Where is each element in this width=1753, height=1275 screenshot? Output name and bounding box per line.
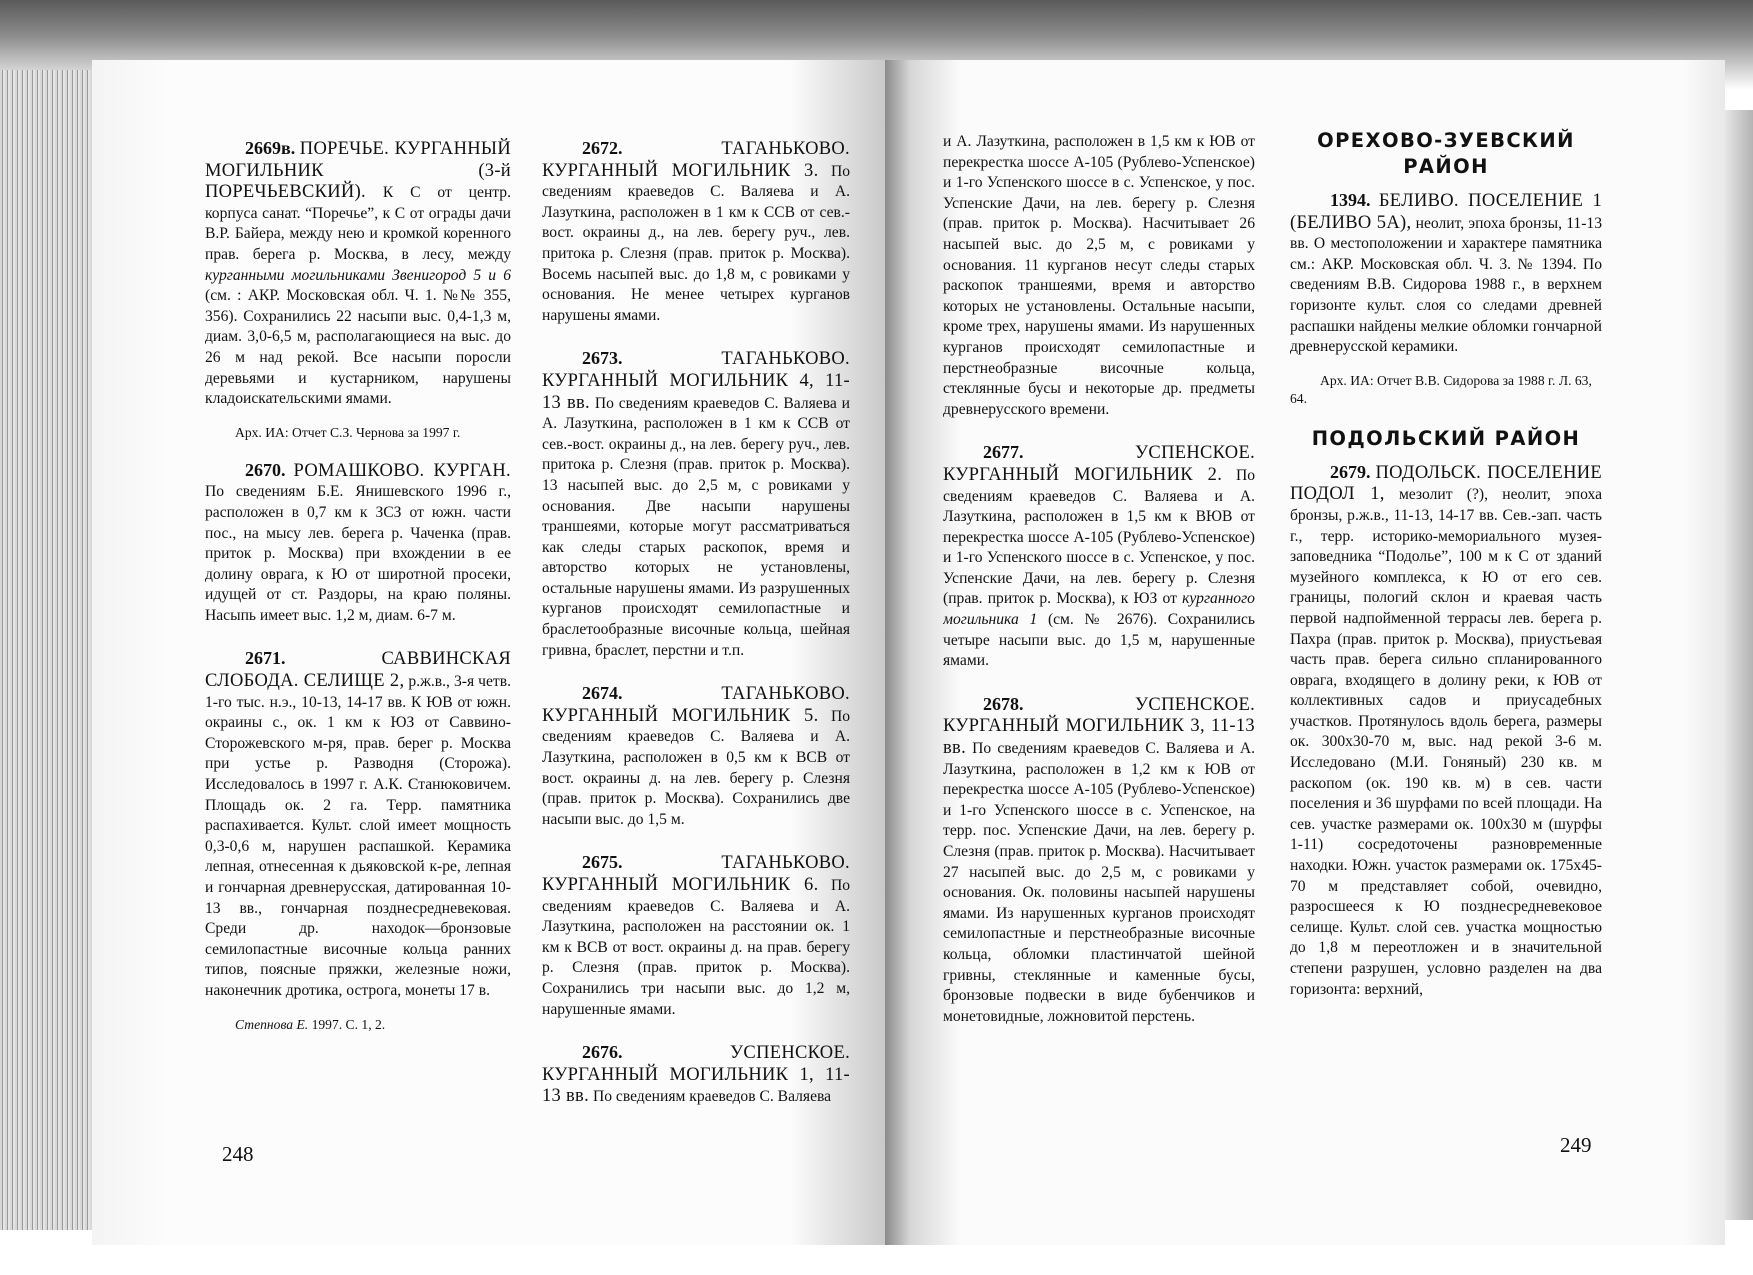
entry-italic-ref: курганного могильника 1 (943, 590, 1255, 629)
entry-2673 (542, 348, 850, 661)
entry-title: УСПЕНСКОЕ. КУРГАННЫЙ МОГИЛЬНИК 1, 11-13 вв. (542, 1043, 850, 1107)
page-number-left: 248 (222, 1142, 254, 1166)
entry-2677 (943, 442, 1255, 672)
entry-2676 (542, 1042, 850, 1108)
entry-2672 (542, 138, 850, 326)
entry-text: По сведениям краеведов С. Валяева (592, 1088, 832, 1106)
page-number-right: 249 (1560, 1133, 1592, 1157)
entry-2669v (205, 138, 511, 410)
entry-number: 2679. (1330, 461, 1371, 482)
entry-number: 2669в. (245, 138, 296, 158)
entry-title: САВВИНСКАЯ СЛОБОДА. СЕЛИЩЕ 2, (205, 649, 511, 692)
entry-italic-ref: курганными могильниками Звенигород 5 и 6 (205, 266, 511, 284)
entry-text: По сведениям краеведов С. Валяева и А. Лазуткина, расположен в 0,5 км к ВСВ от вост. окраины д. на лев. берегу р. Слезня (прав. приток р. Москва). Сохранились две насыпи выс. до 1,5 м. (542, 707, 850, 828)
entry-title: ПОДОЛЬСК. ПОСЕЛЕНИЕ ПОДОЛ 1, (1290, 462, 1602, 505)
entry-title: РОМАШКОВО. КУРГАН. (293, 460, 511, 481)
entry-number: 1394. (1330, 190, 1371, 210)
entry-text: По сведениям краеведов С. Валяева и А. Лазуткина, расположен в 1,2 км к ЮВ от перекрестка шоссе А-105 (Рублево-Успенское) и 1-го Успенского шоссе в с. Успенское, на терр. пос. Успенские Дачи, на лев. берегу р. Слезня (прав. приток р. Москва). Насчитывает 27 насыпей выс. до 2,5 м, с ровиками у основания. Ок. половины насыпей нарушены ямами. Из нарушенных курганов происходят семилопастные и перстнеобразные височные кольца, обломки пластинчатой шейной гривны, стеклянные и каменные бусы, бронзовые подвески в виде бубенчиков и монетовидные, ложновитой перстень. (943, 740, 1255, 1025)
entry-2678 (943, 694, 1255, 1028)
entry-text: По сведениям краеведов С. Валяева и А. Лазуткина, расположен в 1 км к ССВ от сев.-вост. окраины д., на лев. берегу руч., лев. притока р. Слезня (прав. приток р. Москва). 13 насыпей выс. до 2,5 м, с ровиками у основания. Две насыпи нарушены траншеями, которые могут рассматриваться как следы старых раскопок, время и авторство которых не установлены, остальные нарушены ямами. Из разрушенных курганов происходят семилопастные и браслетообразные височные кольца, шейная гривна, браслет, перстни и т.п. (542, 394, 850, 659)
entry-2679 (1290, 462, 1602, 1000)
entry-text: (см. № 2676). Сохранились четыре насыпи выс. до 1,5 м, нарушенные ямами. (943, 611, 1255, 670)
entry-source: Арх. ИА: Отчет С.З. Чернова за 1997 г. (235, 424, 461, 440)
entry-text: По сведениям краеведов С. Валяева и А. Лазуткина, расположен в 1,5 км к ВЮВ от перекрестка шоссе А-105 (Рублево-Успенское) и 1-го Успенского шоссе в с. Успенское, у пос. Успенские Дачи, на лев. берегу р. Слезня (прав. приток р. Москва), к ЮЗ от (943, 466, 1255, 608)
right-page-edge (1725, 110, 1753, 1220)
column-4 (1290, 128, 1602, 1118)
column-1 (205, 138, 511, 1113)
entry-number: 2674. (582, 683, 623, 704)
entry-text: По сведениям краеведов С. Валяева и А. Лазуткина, расположен на расстоянии ок. 1 км к ВСВ от вост. окраины д. на прав. берегу р. Слезня (прав. приток р. Москва). Сохранились три насыпи выс. до 1,2 м, нарушенные ямами. (542, 877, 850, 1018)
entry-text: неолит, эпоха бронзы, 11-13 вв. О местоположении и характере памятника см.: АКР. Московская обл. Ч. 3. № 1394. По сведениям В.В. Сидорова 1988 г., в верхнем горизонте культ. слоя со следами древней распашки найдены мелкие обломки гончарной древнерусской керамики. (1290, 214, 1602, 356)
entry-text: (см. : АКР. Московская обл. Ч. 1. №№ 355, 356). Сохранились 22 насыпи выс. 0,4-1,3 м, диам. 3,0-6,5 м, располагающиеся на выс. до 26 м над рекой. Все насыпи поросли деревьями и кустарником, нарушены кладоискательскими ямами. (205, 287, 511, 408)
entry-text: р.ж.в., 3-я четв. 1-го тыс. н.э., 10-13, 14-17 вв. К ЮВ от южн. окраины с., ок. 1 км к ЮЗ от Саввино-Сторожевского м-ря, прав. берег р. Москва при устье р. Разводня (Сторожа). Исследовалось в 1997 г. А.К. Станюковичем. Площадь ок. 2 га. Терр. памятника распахивается. Культ. слой имеет мощность 0,3-0,6 м, нарушен распашкой. Керамика лепная, отнесенная к дьяковской к-ре, лепная и гончарная древнерусская, датированная 10-13 вв., гончарная позднесредневековая. Среди др. находок—бронзовые семилопастные височные кольца ранних типов, поясные пряжки, железные ножи, наконечник дротика, острога, монеты 17 в. (205, 673, 511, 999)
district-heading: ОРЕХОВО-ЗУЕВСКИЙ РАЙОН (1317, 129, 1575, 178)
entry-text: По сведениям Б.Е. Янишевского 1996 г., расположен в 0,7 км к ЗСЗ от южн. части пос., на мысу лев. берега р. Чаченка (прав. приток р. Москва) при вхождении в ее долину оврага, к Ю от широтной просеки, идущей от ст. Раздоры, на краю поляны. Насыпь имеет выс. 1,2 м, диам. 6-7 м. (205, 483, 511, 624)
entry-text: мезолит (?), неолит, эпоха бронзы, р.ж.в., 11-13, 14-17 вв. Сев.-зап. часть г., терр. историко-мемориального музея-заповедника “Подолье”, 100 м к С от зданий музейного комплекса, к Ю от его сев. границы, пологий склон и краевая часть первой надпойменной террасы лев. берега р. Пахра (прав. приток р. Москва), приустьевая часть прав. берега сильно спланированного оврага, входящего в долину реки, к ЮВ от коллективных садов и приусадебных участков. Протянулось вдоль берега, размеры ок. 300х30-70 м, выс. над рекой 3-6 м. Исследовано (М.И. Гоняный) 230 кв. м раскопом (ок. 190 кв. м) в сев. части поселения и 36 шурфами по всей площади. На сев. участке размерами ок. 100х30 м (шурфы 1-11) сосредоточены разновременные находки. Южн. участок размерами ок. 175х45-70 м представляет собой, очевидно, разросшееся к Ю позднесредневековое селище. Культ. слой сев. участка мощностью до 1,8 м переотложен и в значительной степени разрушен, условно разделен на два горизонта: верхний, (1290, 486, 1602, 998)
entry-number: 2675. (582, 852, 623, 873)
entry-title: ТАГАНЬКОВО. КУРГАННЫЙ МОГИЛЬНИК 6. (542, 853, 850, 895)
entry-title: УСПЕНСКОЕ. КУРГАННЫЙ МОГИЛЬНИК 3, 11-13 вв. (943, 694, 1255, 759)
entry-number: 2672. (582, 138, 623, 158)
entry-number: 2671. (245, 648, 286, 669)
entry-number: 2677. (983, 442, 1024, 463)
district-heading: ПОДОЛЬСКИЙ РАЙОН (1311, 426, 1581, 450)
entry-number: 2678. (983, 693, 1024, 714)
entry-title: ПОРЕЧЬЕ. КУРГАННЫЙ МОГИЛЬНИК (3-й ПОРЕЧЬЕВСКИЙ). (205, 139, 511, 203)
column-3 (943, 132, 1255, 1117)
entry-text: К С от центр. корпуса санат. “Поречье”, к С от ограды дачи В.Р. Байера, между нею и кромкой коренного прав. берега р. Москва, в лесу, между (205, 184, 511, 263)
entry-text: По сведениям краеведов С. Валяева и А. Лазуткина, расположен в 1 км к ССВ от сев.-вост. окраины д., на лев. берегу руч., лев. притока р. Слезня (прав. приток р. Москва). Восемь насыпей выс. до 1,8 м, с ровиками у основания. Не менее четырех курганов нарушены ямами. (542, 162, 850, 324)
entry-2674 (542, 683, 850, 830)
column-2 (542, 138, 850, 1113)
entry-number: 2673. (582, 348, 623, 369)
entry-title: ТАГАНЬКОВО. КУРГАННЫЙ МОГИЛЬНИК 4, 11-13 вв. (542, 349, 850, 413)
entry-title: ТАГАНЬКОВО. КУРГАННЫЙ МОГИЛЬНИК 3. (542, 139, 850, 181)
entry-source: Арх. ИА: Отчет В.В. Сидорова за 1988 г. Л. 63, 64. (1290, 372, 1592, 406)
entry-source (205, 1016, 511, 1034)
source-author: Степнова Е. (235, 1016, 309, 1032)
entry-text: и А. Лазуткина, расположен в 1,5 км к ЮВ от перекрестка шоссе А-105 (Рублево-Успенское) и 1-го Успенского шоссе в с. Успенское, у пос. Успенские Дачи, на лев. берегу р. Слезня (прав. приток р. Москва). Насчитывает 26 насыпей выс. до 2,5 м, с ровиками у основания. 11 курганов несут следы старых раскопок траншеями, время и авторство которых не установлены. Остальные насыпи, кроме трех, нарушены ямами. Из нарушенных курганов происходят семилопастные и перстнеобразные височные кольца, стеклянные бусы и некоторые др. предметы древнерусского времени. (943, 133, 1255, 418)
entry-title: БЕЛИВО. ПОСЕЛЕНИЕ 1 (БЕЛИВО 5А), (1290, 191, 1602, 233)
entry-2676-continued (943, 132, 1255, 420)
entry-number: 2676. (582, 1042, 623, 1063)
entry-2671 (205, 648, 511, 1001)
entry-title: УСПЕНСКОЕ. КУРГАННЫЙ МОГИЛЬНИК 2. (943, 443, 1255, 485)
entry-2670 (205, 460, 511, 627)
entry-1394 (1290, 190, 1602, 358)
entry-2675 (542, 852, 850, 1020)
source-rest: 1997. С. 1, 2. (311, 1016, 386, 1032)
book-page-edges (0, 70, 92, 1230)
entry-title: ТАГАНЬКОВО. КУРГАННЫЙ МОГИЛЬНИК 5. (542, 684, 850, 726)
entry-number: 2670. (245, 459, 286, 480)
